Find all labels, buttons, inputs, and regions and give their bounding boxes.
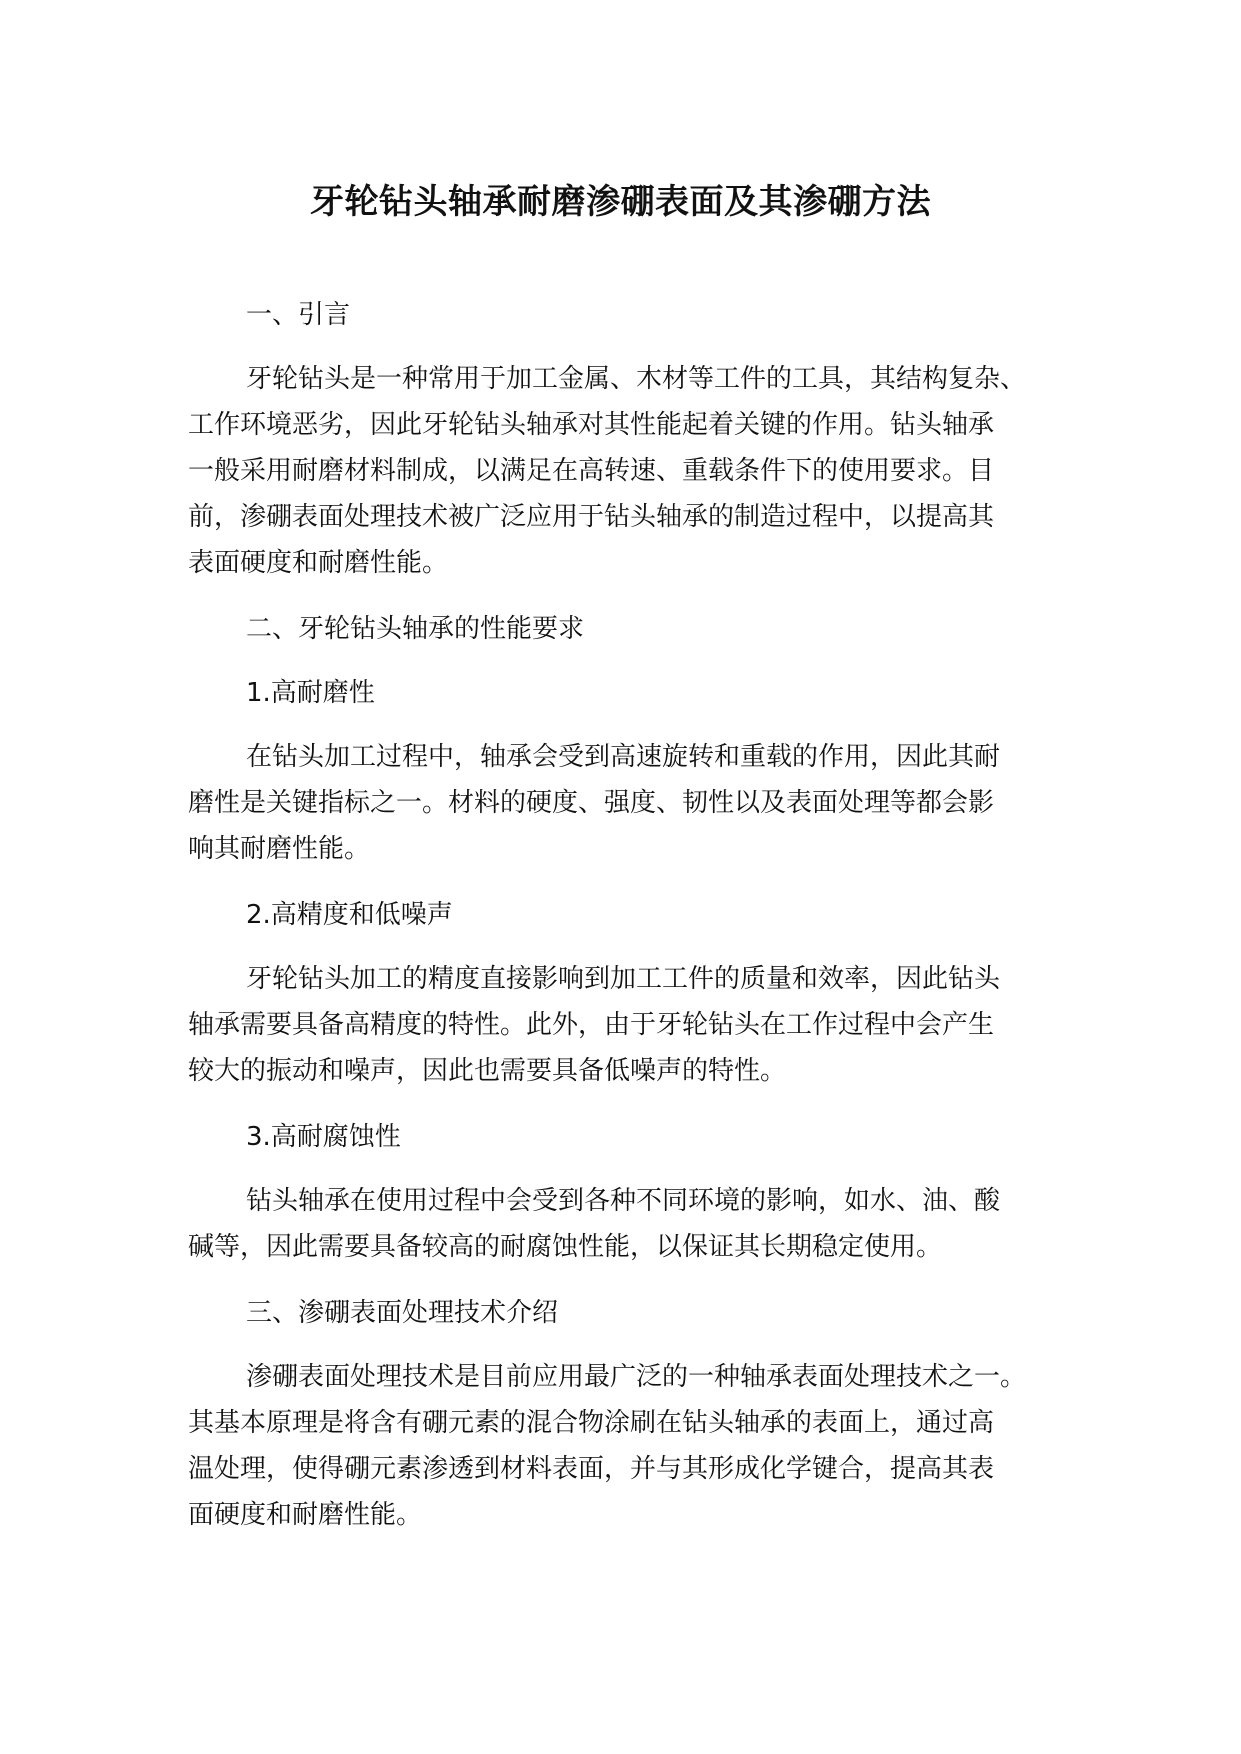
section-heading-intro: 一、引言 — [246, 300, 351, 330]
paragraph-wear-resistance — [188, 734, 1068, 872]
paragraph-line: 碱等，因此需要具备较高的耐腐蚀性能，以保证其长期稳定使用。 — [188, 1232, 943, 1262]
paragraph-line: 牙轮钻头是一种常用于加工金属、木材等工件的工具，其结构复杂、 — [246, 364, 1027, 394]
paragraph-line: 表面硬度和耐磨性能。 — [188, 548, 449, 578]
document-title: 牙轮钻头轴承耐磨渗硼表面及其渗硼方法 — [310, 182, 931, 222]
paragraph-line: 磨性是关键指标之一。材料的硬度、强度、韧性以及表面处理等都会影 — [188, 788, 995, 818]
subsection-heading-precision-noise: 2.高精度和低噪声 — [246, 900, 453, 930]
subsection-heading-corrosion: 3.高耐腐蚀性 — [246, 1122, 401, 1152]
paragraph-boriding — [188, 1354, 1068, 1538]
paragraph-line: 温处理，使得硼元素渗透到材料表面，并与其形成化学键合，提高其表 — [188, 1454, 995, 1484]
paragraph-intro — [188, 356, 1068, 586]
paragraph-line: 前，渗硼表面处理技术被广泛应用于钻头轴承的制造过程中，以提高其 — [188, 502, 995, 532]
paragraph-line: 面硬度和耐磨性能。 — [188, 1500, 423, 1530]
paragraph-line: 钻头轴承在使用过程中会受到各种不同环境的影响，如水、油、酸 — [246, 1186, 1001, 1216]
paragraph-line: 较大的振动和噪声，因此也需要具备低噪声的特性。 — [188, 1056, 787, 1086]
paragraph-corrosion — [188, 1178, 1068, 1270]
subsection-heading-wear-resistance: 1.高耐磨性 — [246, 678, 375, 708]
paragraph-line: 轴承需要具备高精度的特性。此外，由于牙轮钻头在工作过程中会产生 — [188, 1010, 995, 1040]
section-heading-boriding: 三、渗硼表面处理技术介绍 — [246, 1298, 559, 1328]
paragraph-line: 牙轮钻头加工的精度直接影响到加工工件的质量和效率，因此钻头 — [246, 964, 1001, 994]
paragraph-line: 在钻头加工过程中，轴承会受到高速旋转和重载的作用，因此其耐 — [246, 742, 1001, 772]
paragraph-line: 响其耐磨性能。 — [188, 834, 371, 864]
paragraph-line: 其基本原理是将含有硼元素的混合物涂刷在钻头轴承的表面上，通过高 — [188, 1408, 995, 1438]
paragraph-line: 一般采用耐磨材料制成，以满足在高转速、重载条件下的使用要求。目 — [188, 456, 995, 486]
paragraph-precision-noise — [188, 956, 1068, 1094]
section-heading-requirements: 二、牙轮钻头轴承的性能要求 — [246, 614, 585, 644]
paragraph-line: 渗硼表面处理技术是目前应用最广泛的一种轴承表面处理技术之一。 — [246, 1362, 1027, 1392]
paragraph-line: 工作环境恶劣，因此牙轮钻头轴承对其性能起着关键的作用。钻头轴承 — [188, 410, 995, 440]
document-body — [188, 292, 1068, 1538]
